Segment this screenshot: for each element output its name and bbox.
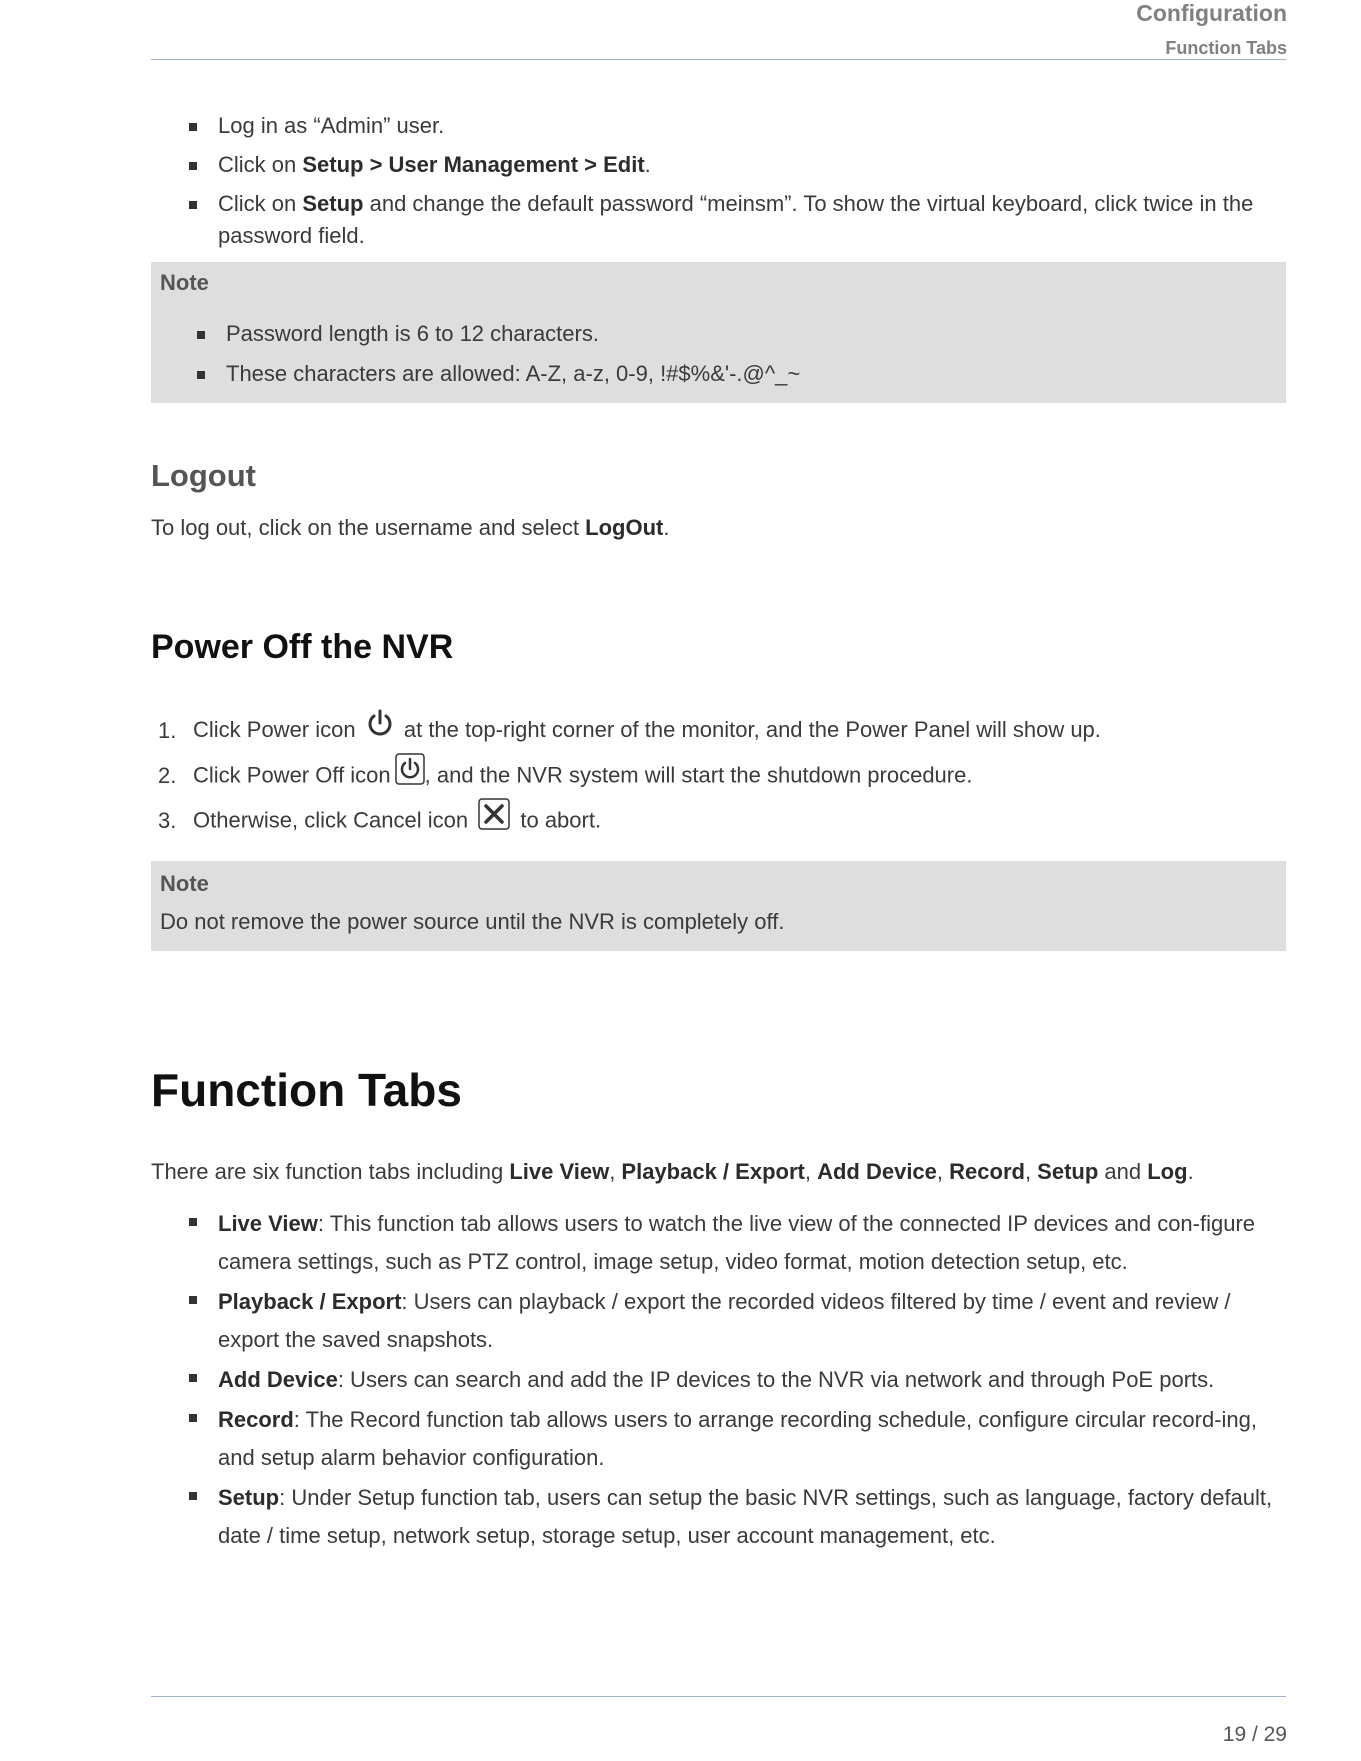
- list-item: Click on Setup > User Management > Edit.: [151, 149, 1286, 181]
- power-off-steps: [151, 712, 1286, 847]
- list-item: Setup: Under Setup function tab, users can setup the basic NVR settings, such as language, factory default, date / time setup, network setup, storage setup, user account management, etc.: [151, 1479, 1286, 1555]
- header-rule: [151, 59, 1286, 60]
- list-item: These characters are allowed: A-Z, a-z, 0-9, !#$%&'-.@^_~: [151, 358, 1286, 390]
- power-off-button-icon: [395, 753, 425, 796]
- step-item: 1. Click Power icon at the top-right corner of the monitor, and the Power Panel will show up.: [151, 712, 1286, 757]
- list-item: Click on Setup and change the default password “meinsm”. To show the virtual keyboard, click twice in the password field.: [151, 188, 1286, 252]
- step-item: 3. Otherwise, click Cancel icon to abort.: [151, 802, 1286, 847]
- password-steps: [151, 110, 1286, 259]
- note-text: Do not remove the power source until the NVR is completely off.: [160, 909, 785, 934]
- function-tabs-intro: There are six function tabs including Live View, Playback / Export, Add Device, Record, Setup and Log.: [151, 1159, 1194, 1184]
- power-icon: [366, 709, 394, 750]
- password-note: [151, 262, 1286, 403]
- list-item: Password length is 6 to 12 characters.: [151, 318, 1286, 350]
- note-list: [151, 318, 1286, 398]
- list-item: Add Device: Users can search and add the IP devices to the NVR via network and through PoE ports.: [151, 1361, 1286, 1399]
- step-item: 2. Click Power Off icon , and the NVR system will start the shutdown procedure.: [151, 757, 1286, 802]
- power-off-heading: Power Off the NVR: [151, 628, 454, 666]
- power-note: [151, 861, 1286, 951]
- list-item: Playback / Export: Users can playback / export the recorded videos filtered by time / event and review / export the saved snapshots.: [151, 1283, 1286, 1359]
- logout-text: To log out, click on the username and select LogOut.: [151, 515, 670, 540]
- page-number: 19 / 29: [1222, 1723, 1287, 1746]
- list-item: Live View: This function tab allows users to watch the live view of the connected IP devices and con-figure camera settings, such as PTZ control, image setup, video format, motion detection setup, etc.: [151, 1205, 1286, 1281]
- header-chapter: Configuration: [1136, 0, 1287, 26]
- logout-heading: Logout: [151, 458, 257, 493]
- function-tabs-list: [151, 1205, 1286, 1557]
- list-item: Record: The Record function tab allows users to arrange recording schedule, configure circular record-ing, and setup alarm behavior configuration.: [151, 1401, 1286, 1477]
- footer-rule: [151, 1696, 1286, 1697]
- note-title: Note: [160, 871, 209, 896]
- note-title: Note: [160, 270, 209, 295]
- function-tabs-heading: Function Tabs: [151, 1064, 462, 1116]
- cancel-x-icon: [478, 798, 510, 841]
- list-item: Log in as “Admin” user.: [151, 110, 1286, 142]
- header-section: Function Tabs: [1165, 38, 1287, 58]
